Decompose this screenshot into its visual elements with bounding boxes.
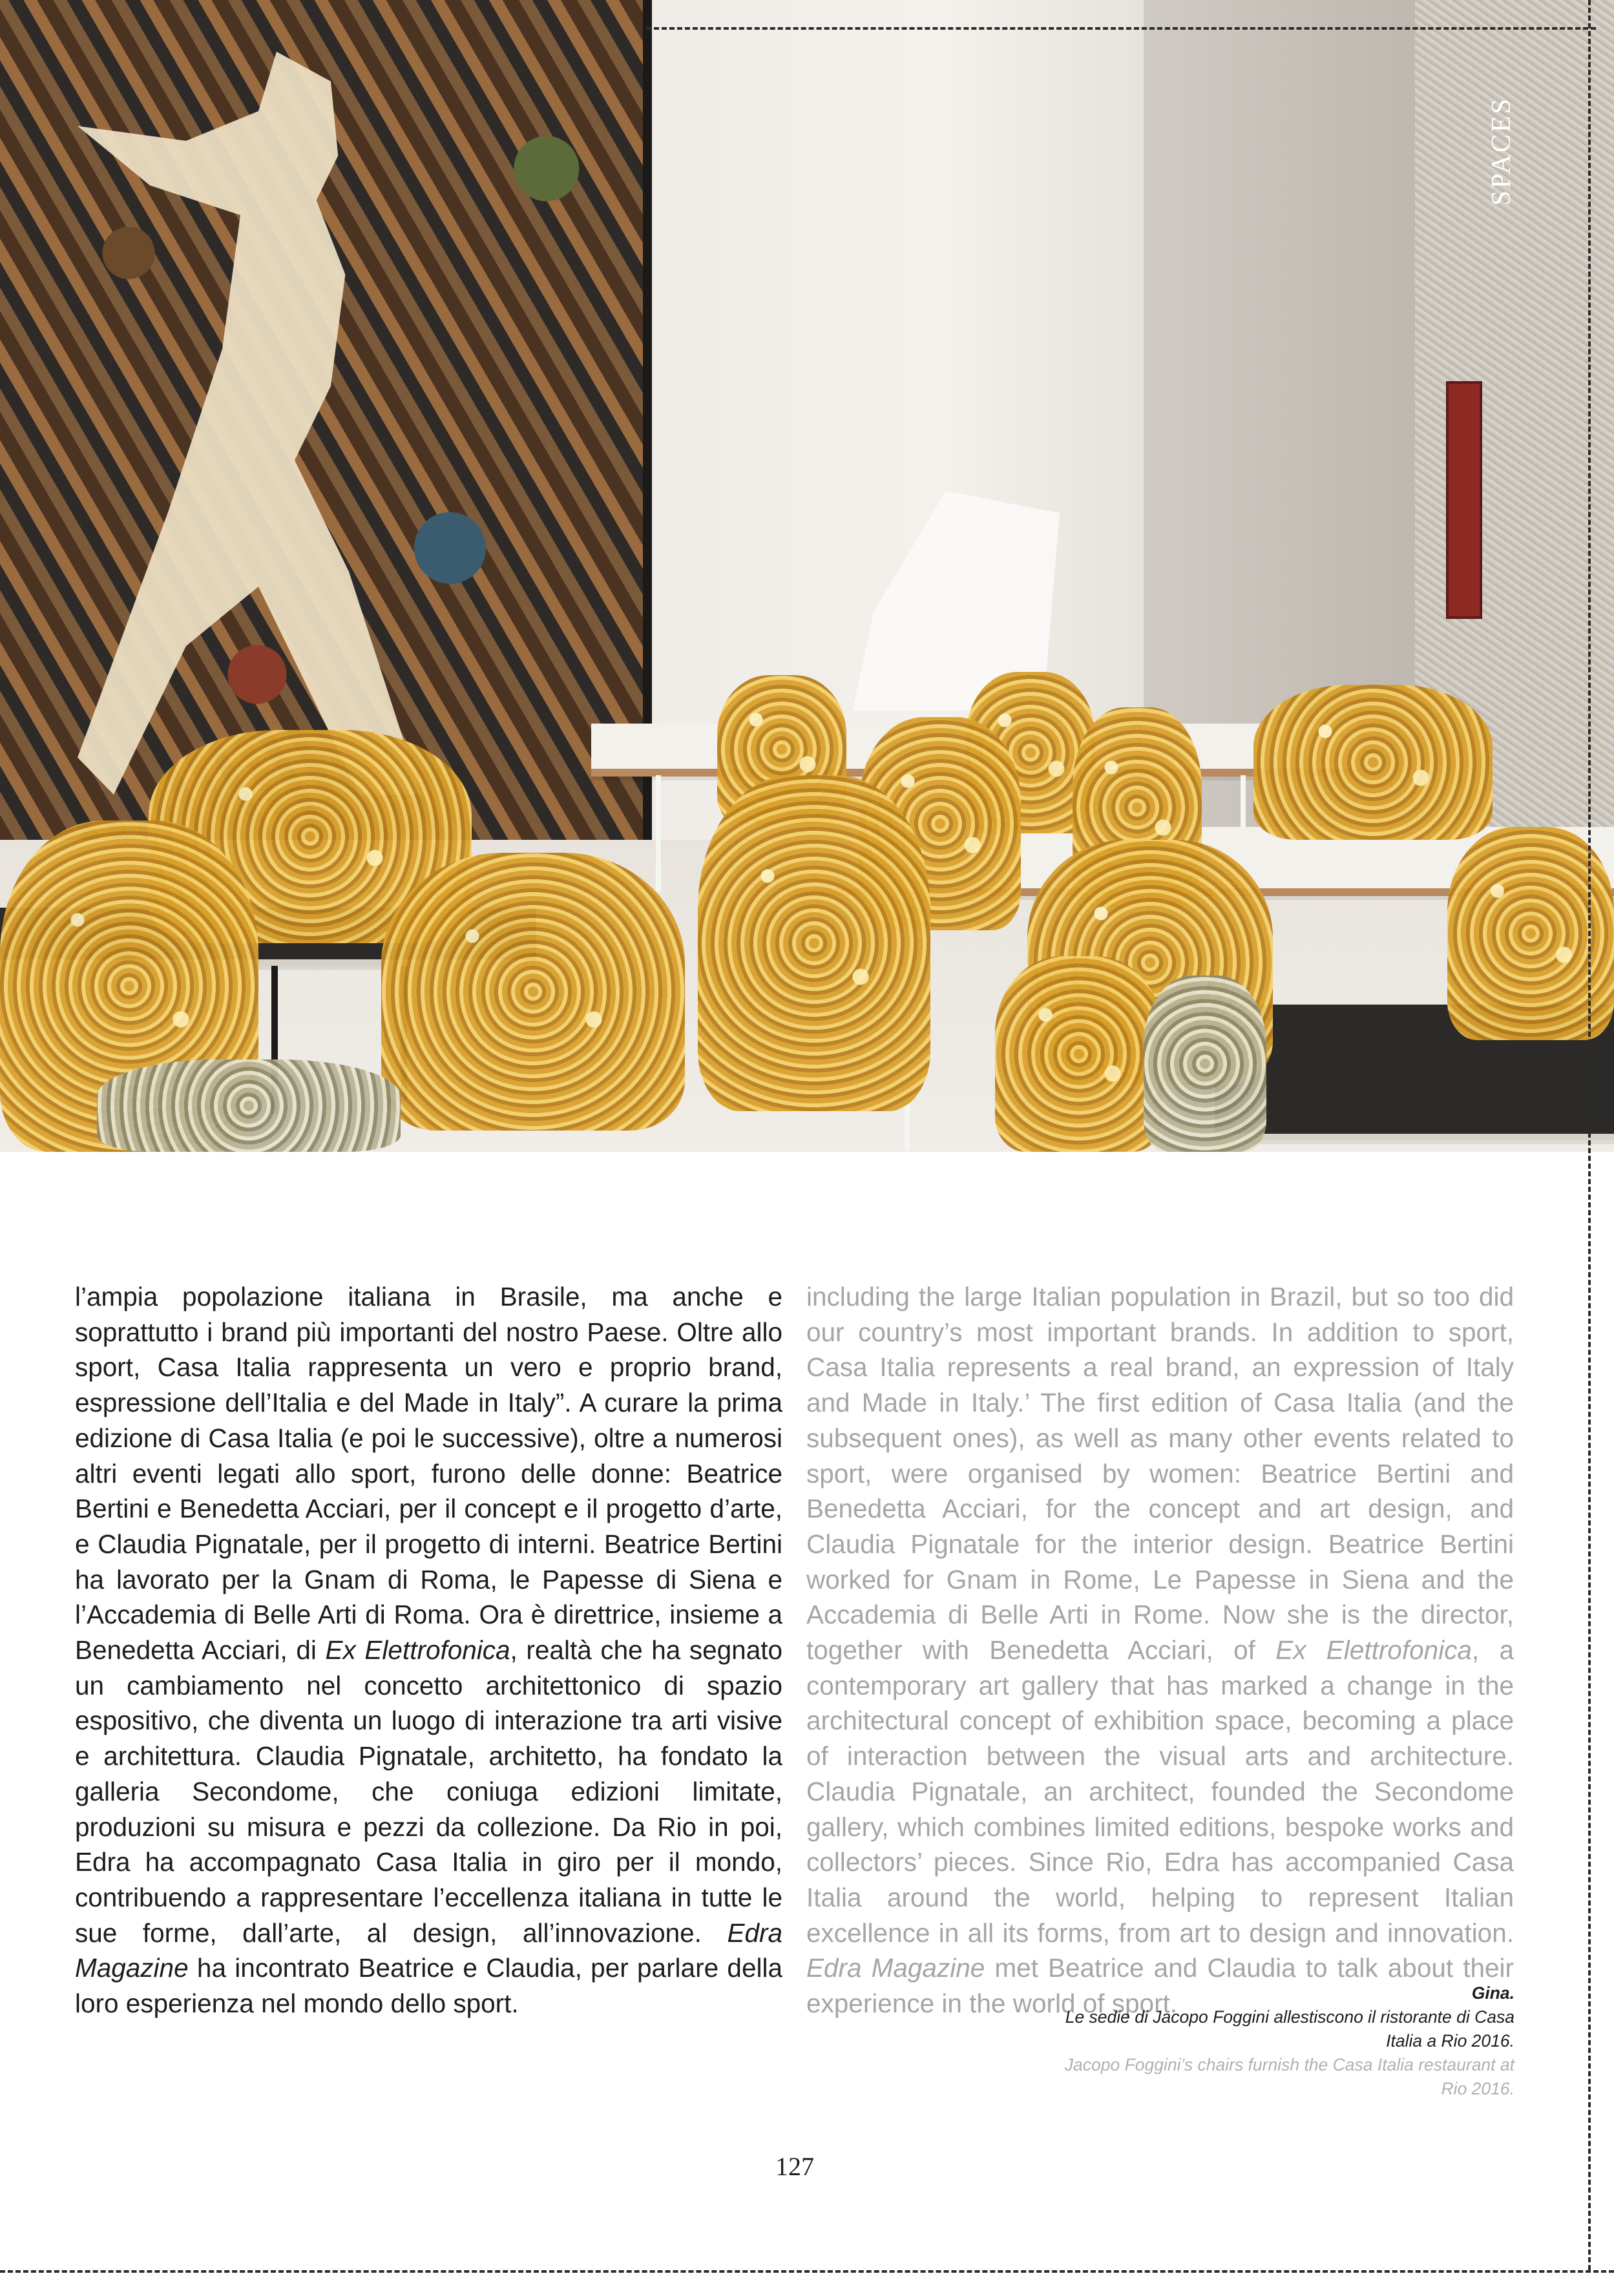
italic-text: Ex Elettrofonica — [325, 1635, 510, 1665]
page-number: 127 — [775, 2152, 814, 2181]
italic-text: Ex Elettrofonica — [1275, 1635, 1472, 1665]
table-leg — [656, 775, 661, 892]
text-segment: including the large Italian population in Brazil, but so too did our country’s most important brands. In addition to sport, Casa Italia represents a real brand, an expression of Italy and Made in Italy.’ The first edition of Casa Italia (and the subsequent ones), as well as many other events related to sport, were organised by women: Beatrice Bertini and Benedetta Acciari, for the concept and art design, and Claudia Pignatale for the interior design. Beatrice Bertini worked for Gnam in Rome, Le Papesse in Siena and the Accademia di Belle Arti in Rome. Now she is the director, together with Benedetta Acciari, of — [806, 1282, 1514, 1665]
text-segment: met Beatrice and Claudia to talk about their experience in the world of sport. — [806, 1953, 1514, 2019]
fire-hose-cabinet — [1446, 381, 1482, 619]
caption-english: Jacopo Foggini’s chairs furnish the Casa Italia restaurant at Rio 2016. — [1064, 2055, 1514, 2098]
photo-caption — [1049, 1981, 1514, 2101]
body-text-italian — [75, 1279, 782, 2021]
text-segment: ha incontrato Beatrice e Claudia, per parlare della loro esperienza nel mondo dello sport. — [75, 1953, 782, 2019]
chair — [97, 1059, 401, 1152]
italic-text: Edra Magazine — [806, 1953, 985, 1983]
chair — [1144, 976, 1266, 1152]
body-text-english — [806, 1279, 1514, 2021]
chair — [995, 956, 1163, 1152]
paragraph-english — [806, 1279, 1514, 2021]
artwork-figure — [78, 52, 439, 795]
caption-italian: Le sedie di Jacopo Foggini allestiscono il ristorante di Casa Italia a Rio 2016. — [1065, 2007, 1514, 2051]
chair — [381, 853, 685, 1131]
text-segment: l’ampia popolazione italiana in Brasile, ma anche e soprattutto i brand più importanti del nostro Paese. Oltre allo sport, Casa Italia rappresenta un vero e proprio brand, espressione dell’Italia e del Made in Italy”. A curare la prima edizione di Casa Italia (e poi le successive), oltre a numerosi altri eventi legati allo sport, furono delle donne: Beatrice Bertini e Benedetta Acciari, per il concept e il progetto d’arte, e Claudia Pignatale, per il progetto di interni. Beatrice Bertini ha lavorato per la Gnam di Roma, le Papesse di Siena e l’Accademia di Belle Arti di Roma. Ora è direttrice, insieme a Benedetta Acciari, di — [75, 1282, 782, 1665]
paragraph-italian — [75, 1279, 782, 2021]
crop-line-top — [646, 27, 1596, 30]
collage-artwork — [0, 0, 652, 843]
chair — [698, 775, 930, 1111]
crop-line-right — [1588, 0, 1591, 2270]
crop-line-bottom — [0, 2270, 1614, 2273]
text-segment: , realtà che ha segnato un cambiamento nel concetto architettonico di spazio espositivo, che diventa un luogo di interazione tra arti visive e architettura. Claudia Pignatale, architetto, ha fondato la galleria Secondome, che coniuga edizioni limitate, produzioni su misura e pezzi da collezione. Da Rio in poi, Edra ha accompagnato Casa Italia in giro per il mondo, contribuendo a rappresentare l’eccellenza italiana in tutte le sue forme, dall’arte, al design, all’innovazione. — [75, 1635, 783, 1948]
chair — [1253, 685, 1493, 840]
caption-title: Gina. — [1471, 1983, 1514, 2003]
section-label: SPACES — [1487, 97, 1516, 206]
italic-text: Edra Magazine — [75, 1917, 782, 1983]
text-segment: , a contemporary art gallery that has marked a change in the architectural concept of exhibition space, becoming a place of interaction between the visual arts and architecture. Claudia Pignatale, an architect, founded the Secondome gallery, which combines limited editions, bespoke works and collectors’ pieces. Since Rio, Edra has accompanied Casa Italia around the world, helping to represent Italian excellence in all its forms, from art to design and innovation. — [806, 1635, 1514, 1948]
